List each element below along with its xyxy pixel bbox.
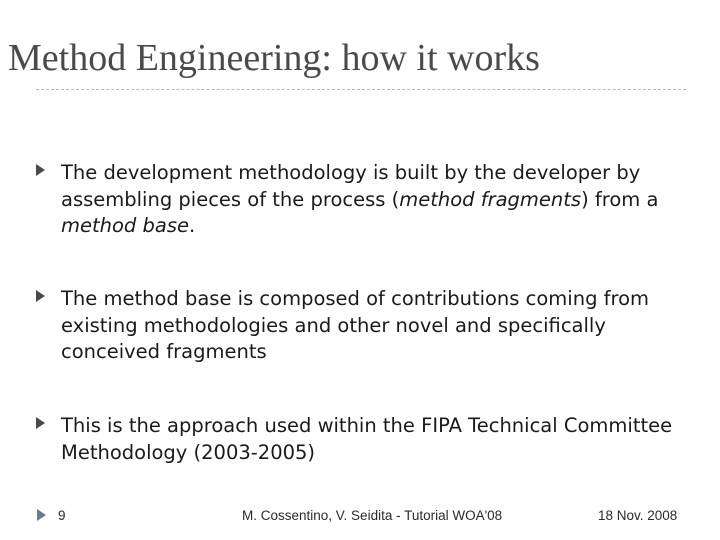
footer-authors: M. Cossentino, V. Seidita - Tutorial WOA'08 xyxy=(242,508,503,523)
triangle-bullet-icon xyxy=(36,290,45,302)
bullet-text-part: The development methodology is built by the developer by assembling pieces of the process ( xyxy=(61,161,641,211)
triangle-bullet-icon xyxy=(37,509,46,521)
footer-date: 18 Nov. 2008 xyxy=(598,508,678,523)
page-number: 9 xyxy=(58,508,66,523)
triangle-bullet-icon xyxy=(36,164,45,176)
slide-title: Method Engineering: how it works xyxy=(8,37,540,79)
triangle-bullet-icon xyxy=(36,417,45,429)
bullet-text-part: ) from a xyxy=(581,187,659,211)
bullet-emphasis: method base xyxy=(61,214,189,237)
bullet-text: This is the approach used within the FIPA Technical Committee Methodology (2003-2005) xyxy=(61,414,673,464)
title-divider xyxy=(36,89,686,90)
bullet-text xyxy=(61,160,696,240)
bullet-emphasis: method fragments xyxy=(399,187,582,211)
bullet-text: The method base is composed of contributions coming from existing methodologies and other novel and specifically conceived fragments xyxy=(61,287,650,363)
slide-footer xyxy=(0,500,720,530)
bullet-text-part: . xyxy=(189,214,196,237)
